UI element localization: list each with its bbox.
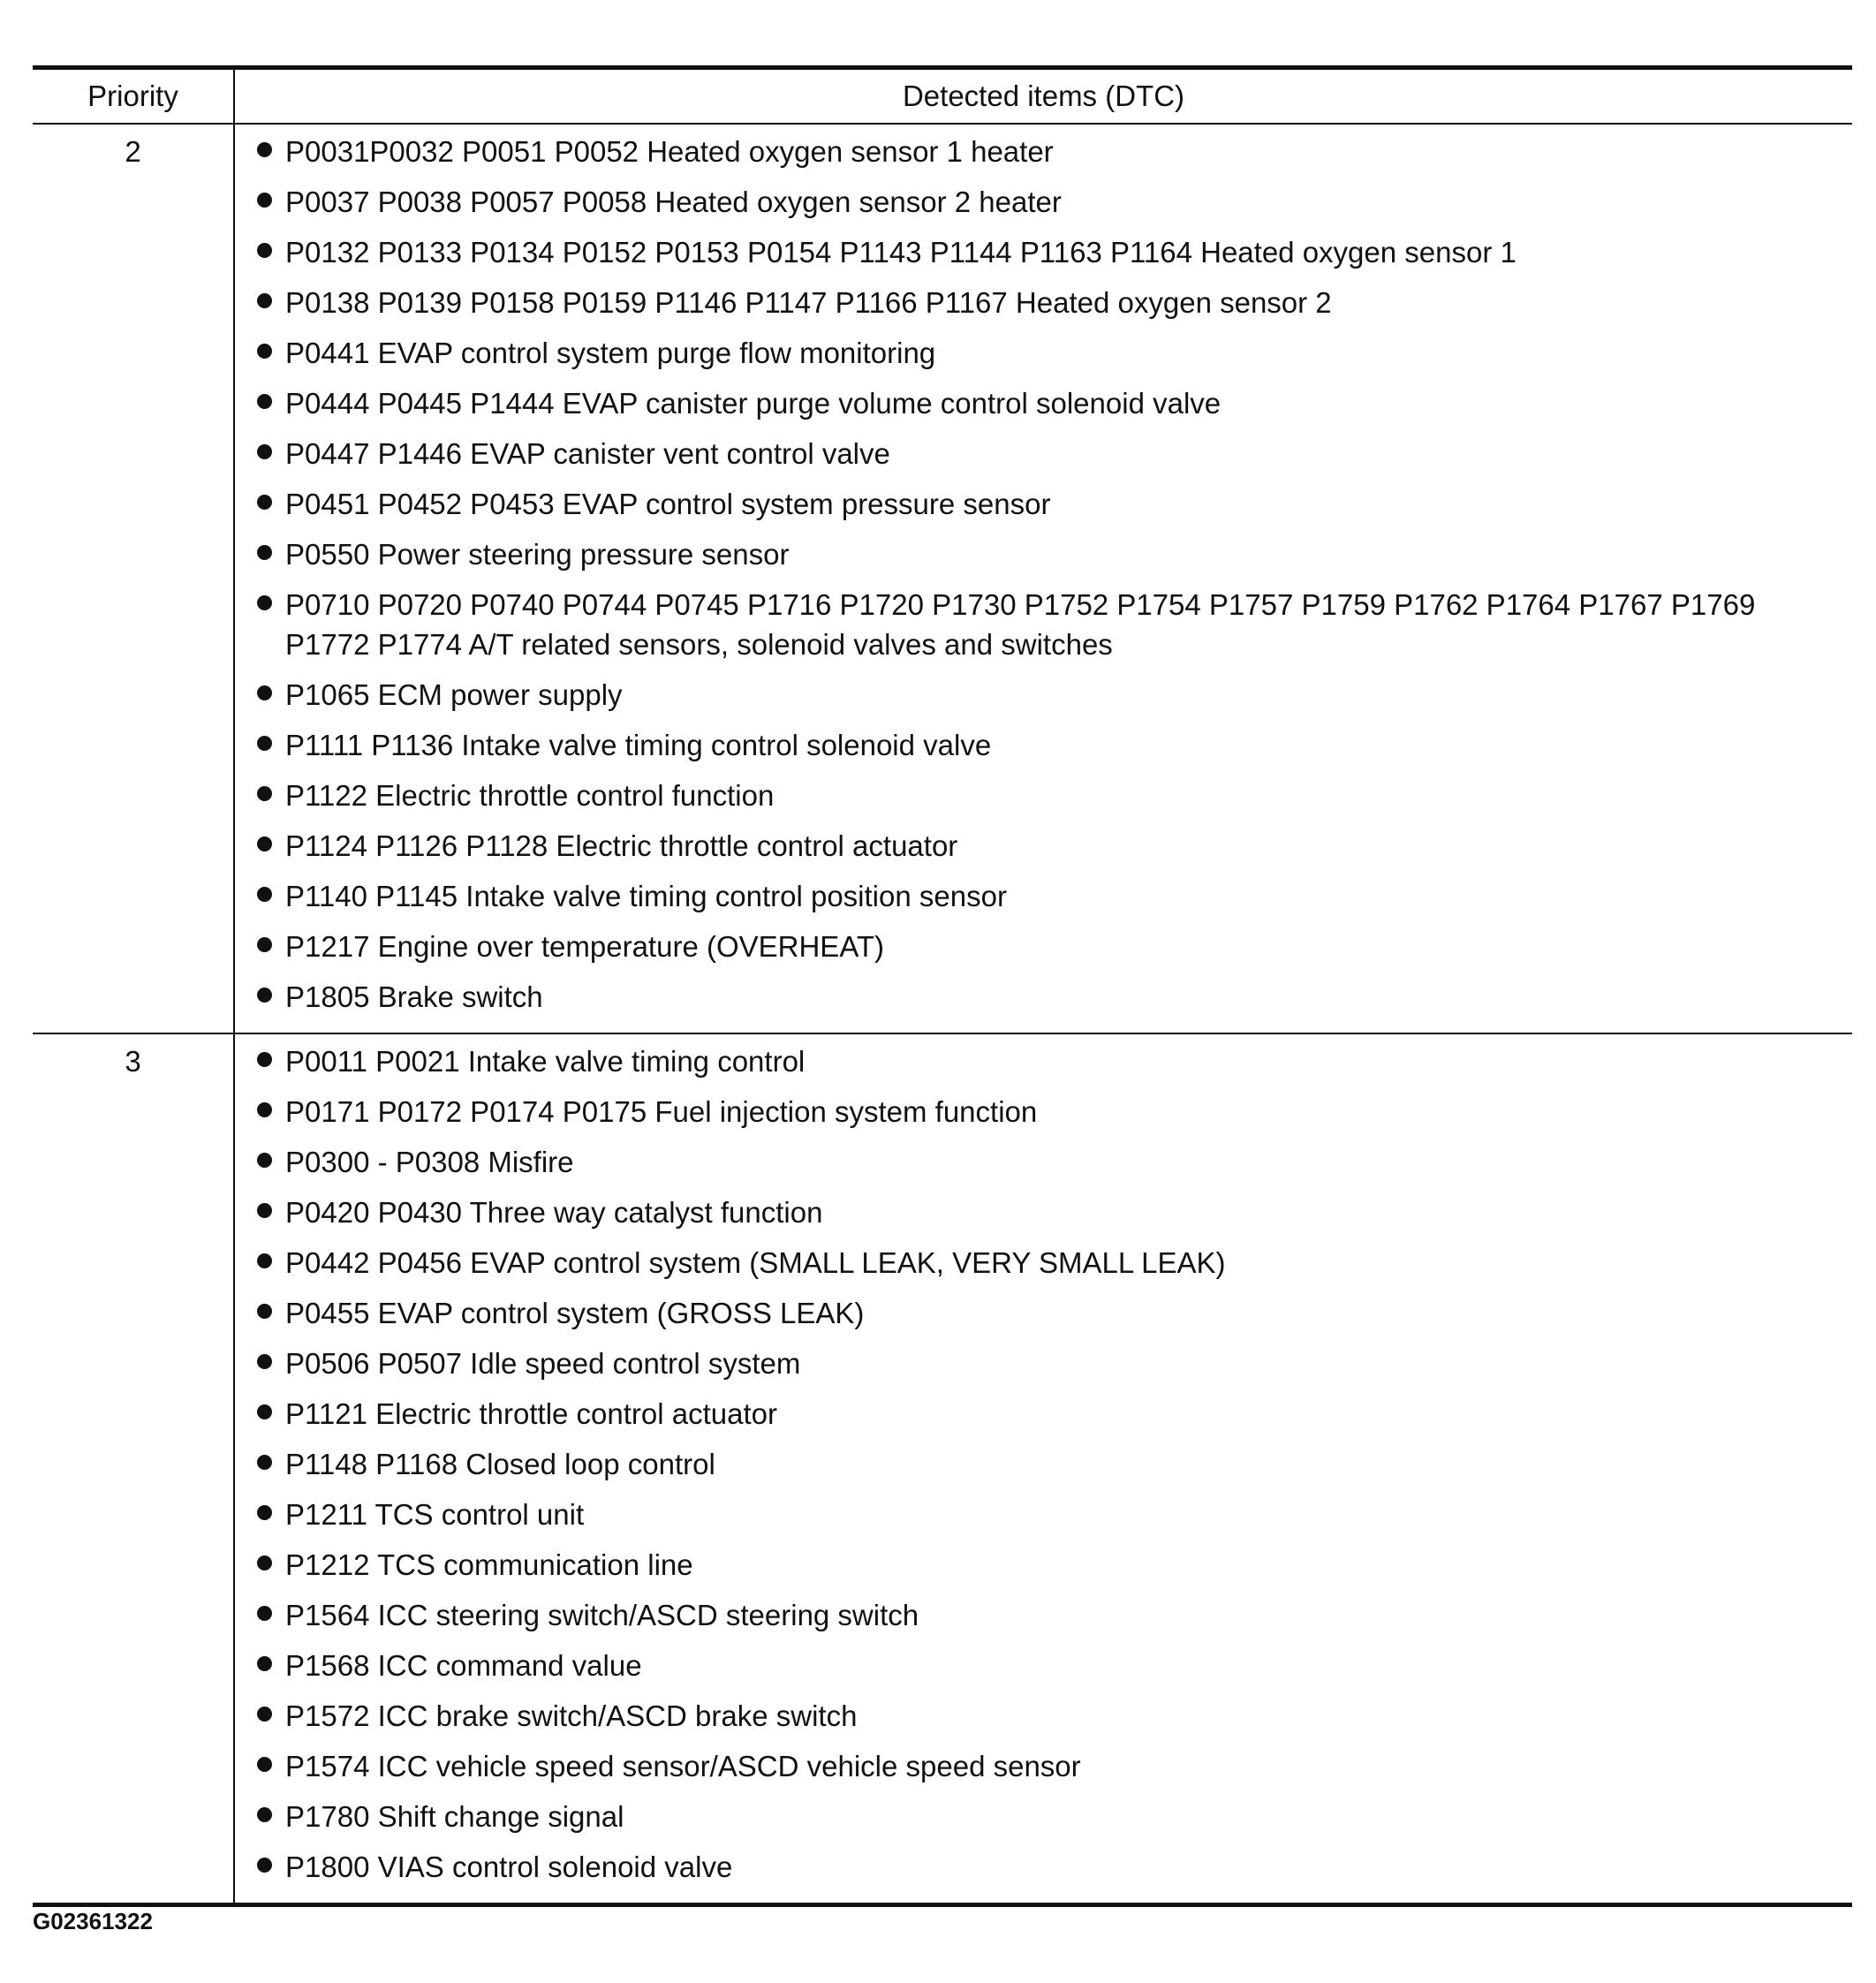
dtc-item-text: P0710 P0720 P0740 P0744 P0745 P1716 P1720 P1730 P1752 P1754 P1757 P1759 P1762 P1764 P1767 P1769 P1772 P1774 A/T related sensors, solenoid valves and switches xyxy=(285,588,1756,661)
bullet-icon xyxy=(257,1858,272,1873)
dtc-list-item xyxy=(235,283,1852,322)
bullet-icon xyxy=(257,1807,272,1822)
bullet-icon xyxy=(257,1455,272,1470)
bullet-icon xyxy=(257,1354,272,1369)
bullet-icon xyxy=(257,1606,272,1621)
dtc-item-text: P1211 TCS control unit xyxy=(285,1498,585,1531)
priority-value: 3 xyxy=(33,1033,234,1905)
priority-group-row xyxy=(33,124,1852,1033)
dtc-list-item xyxy=(235,1394,1852,1434)
dtc-list-item xyxy=(235,333,1852,373)
dtc-item-text: P1800 VIAS control solenoid valve xyxy=(285,1851,733,1883)
dtc-item-text: P1124 P1126 P1128 Electric throttle control actuator xyxy=(285,829,958,862)
bullet-icon xyxy=(257,1555,272,1571)
bullet-icon xyxy=(257,344,272,359)
dtc-item-text: P0171 P0172 P0174 P0175 Fuel injection system function xyxy=(285,1095,1038,1128)
dtc-list-item xyxy=(235,484,1852,524)
bullet-icon xyxy=(257,1304,272,1319)
dtc-list-item xyxy=(235,1343,1852,1383)
bullet-icon xyxy=(257,685,272,700)
dtc-item-text: P1574 ICC vehicle speed sensor/ASCD vehicle speed sensor xyxy=(285,1750,1081,1782)
detected-items-cell xyxy=(234,1033,1852,1905)
dtc-list-item xyxy=(235,1243,1852,1283)
dtc-item-text: P1780 Shift change signal xyxy=(285,1800,624,1833)
dtc-item-text: P1140 P1145 Intake valve timing control position sensor xyxy=(285,880,1007,912)
detected-items-column-header: Detected items (DTC) xyxy=(902,79,1185,112)
dtc-list-item xyxy=(235,232,1852,272)
bullet-icon xyxy=(257,394,272,409)
dtc-item-text: P1572 ICC brake switch/ASCD brake switch xyxy=(285,1699,858,1732)
dtc-list-item xyxy=(235,132,1852,171)
bullet-icon xyxy=(257,887,272,902)
dtc-list-item xyxy=(235,1142,1852,1182)
dtc-list-item xyxy=(235,1646,1852,1685)
detected-items-cell xyxy=(234,124,1852,1033)
bullet-icon xyxy=(257,1253,272,1268)
priority-column-header: Priority xyxy=(33,68,234,125)
dtc-list-item xyxy=(235,585,1852,664)
bullet-icon xyxy=(257,495,272,510)
dtc-item-text: P0455 EVAP control system (GROSS LEAK) xyxy=(285,1297,865,1329)
dtc-item-text: P1122 Electric throttle control function xyxy=(285,779,775,812)
dtc-list-item xyxy=(235,1696,1852,1736)
bullet-icon xyxy=(257,243,272,258)
dtc-list-item xyxy=(235,534,1852,574)
bullet-icon xyxy=(257,1656,272,1671)
dtc-list-item xyxy=(235,1847,1852,1887)
dtc-item-text: P0442 P0456 EVAP control system (SMALL LEAK, VERY SMALL LEAK) xyxy=(285,1246,1226,1279)
dtc-list-item xyxy=(235,1192,1852,1232)
dtc-priority-table xyxy=(33,65,1852,1907)
dtc-item-text: P0451 P0452 P0453 EVAP control system pressure sensor xyxy=(285,488,1051,520)
bullet-icon xyxy=(257,1203,272,1218)
dtc-item-text: P1564 ICC steering switch/ASCD steering switch xyxy=(285,1599,919,1631)
dtc-item-list xyxy=(235,1041,1852,1887)
dtc-list-item xyxy=(235,826,1852,866)
dtc-item-text: P0420 P0430 Three way catalyst function xyxy=(285,1196,823,1229)
bullet-icon xyxy=(257,786,272,801)
table-body xyxy=(33,124,1852,1905)
dtc-item-text: P0506 P0507 Idle speed control system xyxy=(285,1347,801,1380)
figure-code: G02361322 xyxy=(33,1908,153,1934)
bullet-icon xyxy=(257,1153,272,1168)
bullet-icon xyxy=(257,545,272,560)
dtc-item-text: P0550 Power steering pressure sensor xyxy=(285,538,790,571)
dtc-list-item xyxy=(235,876,1852,916)
dtc-list-item xyxy=(235,776,1852,815)
bullet-icon xyxy=(257,1505,272,1520)
dtc-item-text: P1111 P1136 Intake valve timing control solenoid valve xyxy=(285,729,992,761)
dtc-list-item xyxy=(235,1495,1852,1534)
bullet-icon xyxy=(257,595,272,610)
dtc-item-text: P0447 P1446 EVAP canister vent control valve xyxy=(285,437,890,470)
dtc-item-text: P1212 TCS communication line xyxy=(285,1548,693,1581)
dtc-item-text: P1217 Engine over temperature (OVERHEAT) xyxy=(285,930,885,963)
dtc-item-text: P1568 ICC command value xyxy=(285,1649,642,1682)
dtc-item-text: P0444 P0445 P1444 EVAP canister purge volume control solenoid valve xyxy=(285,387,1222,420)
bullet-icon xyxy=(257,444,272,459)
priority-group-row xyxy=(33,1033,1852,1905)
bullet-icon xyxy=(257,142,272,157)
bullet-icon xyxy=(257,1757,272,1772)
dtc-list-item xyxy=(235,1746,1852,1786)
priority-value: 2 xyxy=(33,124,234,1033)
bullet-icon xyxy=(257,1102,272,1117)
dtc-item-text: P1121 Electric throttle control actuator xyxy=(285,1397,778,1430)
dtc-list-item xyxy=(235,725,1852,765)
bullet-icon xyxy=(257,937,272,952)
dtc-list-item xyxy=(235,1444,1852,1484)
dtc-item-text: P1148 P1168 Closed loop control xyxy=(285,1448,715,1480)
dtc-list-item xyxy=(235,977,1852,1017)
dtc-item-text: P0300 - P0308 Misfire xyxy=(285,1146,574,1178)
dtc-item-text: P0037 P0038 P0057 P0058 Heated oxygen sensor 2 heater xyxy=(285,185,1062,218)
dtc-list-item xyxy=(235,383,1852,423)
dtc-item-text: P0441 EVAP control system purge flow monitoring xyxy=(285,337,936,369)
dtc-list-item xyxy=(235,1092,1852,1132)
dtc-list-item xyxy=(235,1545,1852,1585)
bullet-icon xyxy=(257,736,272,751)
table-header-row xyxy=(33,68,1852,125)
dtc-item-text: P1805 Brake switch xyxy=(285,980,543,1013)
dtc-list-item xyxy=(235,1797,1852,1836)
dtc-list-item xyxy=(235,1293,1852,1333)
dtc-list-item xyxy=(235,434,1852,473)
dtc-item-text: P0132 P0133 P0134 P0152 P0153 P0154 P1143 P1144 P1163 P1164 Heated oxygen sensor 1 xyxy=(285,236,1517,269)
dtc-item-text: P0011 P0021 Intake valve timing control xyxy=(285,1045,806,1078)
dtc-item-text: P0031P0032 P0051 P0052 Heated oxygen sensor 1 heater xyxy=(285,135,1054,168)
dtc-item-text: P0138 P0139 P0158 P0159 P1146 P1147 P1166 P1167 Heated oxygen sensor 2 xyxy=(285,286,1332,319)
bullet-icon xyxy=(257,988,272,1003)
bullet-icon xyxy=(257,193,272,208)
dtc-priority-document xyxy=(33,65,1852,1907)
dtc-list-item xyxy=(235,675,1852,715)
bullet-icon xyxy=(257,1052,272,1067)
dtc-list-item xyxy=(235,182,1852,222)
bullet-icon xyxy=(257,1707,272,1722)
dtc-list-item xyxy=(235,1041,1852,1081)
dtc-item-text: P1065 ECM power supply xyxy=(285,678,623,711)
dtc-list-item xyxy=(235,927,1852,966)
bullet-icon xyxy=(257,1404,272,1419)
bullet-icon xyxy=(257,836,272,851)
dtc-item-list xyxy=(235,132,1852,1017)
dtc-list-item xyxy=(235,1595,1852,1635)
bullet-icon xyxy=(257,293,272,308)
